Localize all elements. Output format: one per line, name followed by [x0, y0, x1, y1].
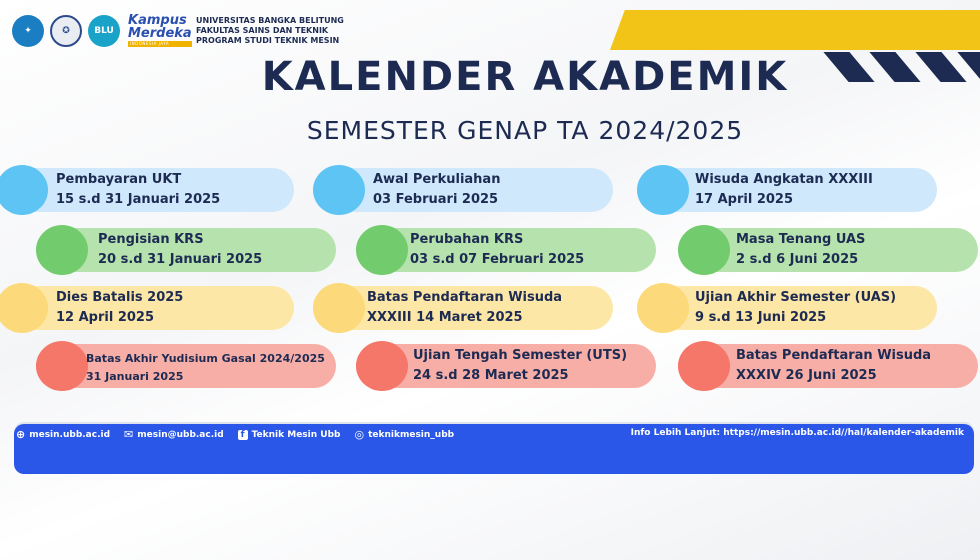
faculty-name: FAKULTAS SAINS DAN TEKNIK [196, 26, 329, 35]
kemendikbud-logo: ✦ [12, 15, 44, 47]
event-date: 31 Januari 2025 [86, 370, 184, 383]
instagram-text: teknikmesin_ubb [368, 429, 455, 440]
globe-icon: ⊕ [16, 428, 26, 441]
event-perubahan-krs [356, 228, 656, 272]
institution-block [196, 16, 344, 46]
footer-website[interactable] [16, 428, 110, 441]
event-label: Dies Batalis 2025 [56, 290, 184, 305]
event-date: 03 Februari 2025 [373, 192, 499, 207]
event-date: 15 s.d 31 Januari 2025 [56, 192, 221, 207]
event-label: Ujian Akhir Semester (UAS) [695, 290, 897, 305]
facebook-text: Teknik Mesin Ubb [251, 429, 341, 440]
event-uts [356, 344, 656, 388]
kampus-merdeka-line1: Kampus [128, 13, 187, 28]
page-title: KALENDER AKADEMIK [261, 54, 789, 100]
event-label: Wisuda Angkatan XXXIII [695, 172, 873, 187]
event-awal-perkuliahan [313, 168, 613, 212]
footer-contacts [16, 428, 460, 441]
event-label: Pembayaran UKT [56, 172, 182, 187]
footer-facebook[interactable] [238, 430, 341, 440]
yellow-band [610, 10, 980, 50]
logo-group [12, 14, 192, 47]
instagram-icon: ◎ [354, 428, 365, 441]
event-date: XXXIV 26 Juni 2025 [736, 368, 877, 383]
event-label: Perubahan KRS [410, 232, 524, 247]
program-name: PROGRAM STUDI TEKNIK MESIN [196, 36, 340, 45]
event-date: XXXIII 14 Maret 2025 [367, 310, 523, 325]
email-text: mesin@ubb.ac.id [137, 429, 224, 440]
facebook-icon: f [238, 430, 248, 440]
event-pendaftaran-wisuda-xxxiv [678, 344, 978, 388]
event-pembayaran-ukt [0, 168, 294, 212]
event-date: 03 s.d 07 Februari 2025 [410, 252, 585, 267]
event-date: 2 s.d 6 Juni 2025 [736, 252, 859, 267]
footer-email[interactable] [124, 428, 224, 441]
event-label: Ujian Tengah Semester (UTS) [413, 348, 628, 363]
kampus-merdeka-tag: INDONESIA JAYA [128, 41, 192, 47]
event-yudisium-gasal [36, 344, 336, 388]
website-text: mesin.ubb.ac.id [29, 429, 111, 440]
event-dies-natalis [0, 286, 294, 330]
event-wisuda-xxxiii [637, 168, 937, 212]
event-pendaftaran-wisuda-xxxiii [313, 286, 613, 330]
mail-icon: ✉ [124, 428, 134, 441]
event-date: 20 s.d 31 Januari 2025 [98, 252, 263, 267]
event-uas [637, 286, 937, 330]
event-date: 9 s.d 13 Juni 2025 [695, 310, 827, 325]
event-masa-tenang-uas [678, 228, 978, 272]
page-subtitle: SEMESTER GENAP TA 2024/2025 [306, 116, 744, 145]
event-date: 12 April 2025 [56, 310, 155, 325]
kampus-merdeka-logo [128, 14, 192, 47]
event-label: Masa Tenang UAS [736, 232, 866, 247]
event-label: Batas Pendaftaran Wisuda [736, 348, 932, 363]
kampus-merdeka-line2: Merdeka [128, 26, 192, 41]
event-label: Batas Pendaftaran Wisuda [367, 290, 563, 305]
university-name: UNIVERSITAS BANGKA BELITUNG [196, 16, 344, 25]
event-label: Batas Akhir Yudisium Gasal 2024/2025 [86, 352, 325, 365]
footer-info-link[interactable]: Info Lebih Lanjut: https://mesin.ubb.ac.id//hal/kalender-akademik [630, 428, 964, 438]
event-label: Awal Perkuliahan [373, 172, 501, 187]
event-label: Pengisian KRS [98, 232, 204, 247]
event-pengisian-krs [36, 228, 336, 272]
blu-logo: BLU [88, 15, 120, 47]
ubb-logo: ✪ [50, 15, 82, 47]
event-date: 17 April 2025 [695, 192, 794, 207]
event-date: 24 s.d 28 Maret 2025 [413, 368, 569, 383]
footer-instagram[interactable] [354, 428, 454, 441]
